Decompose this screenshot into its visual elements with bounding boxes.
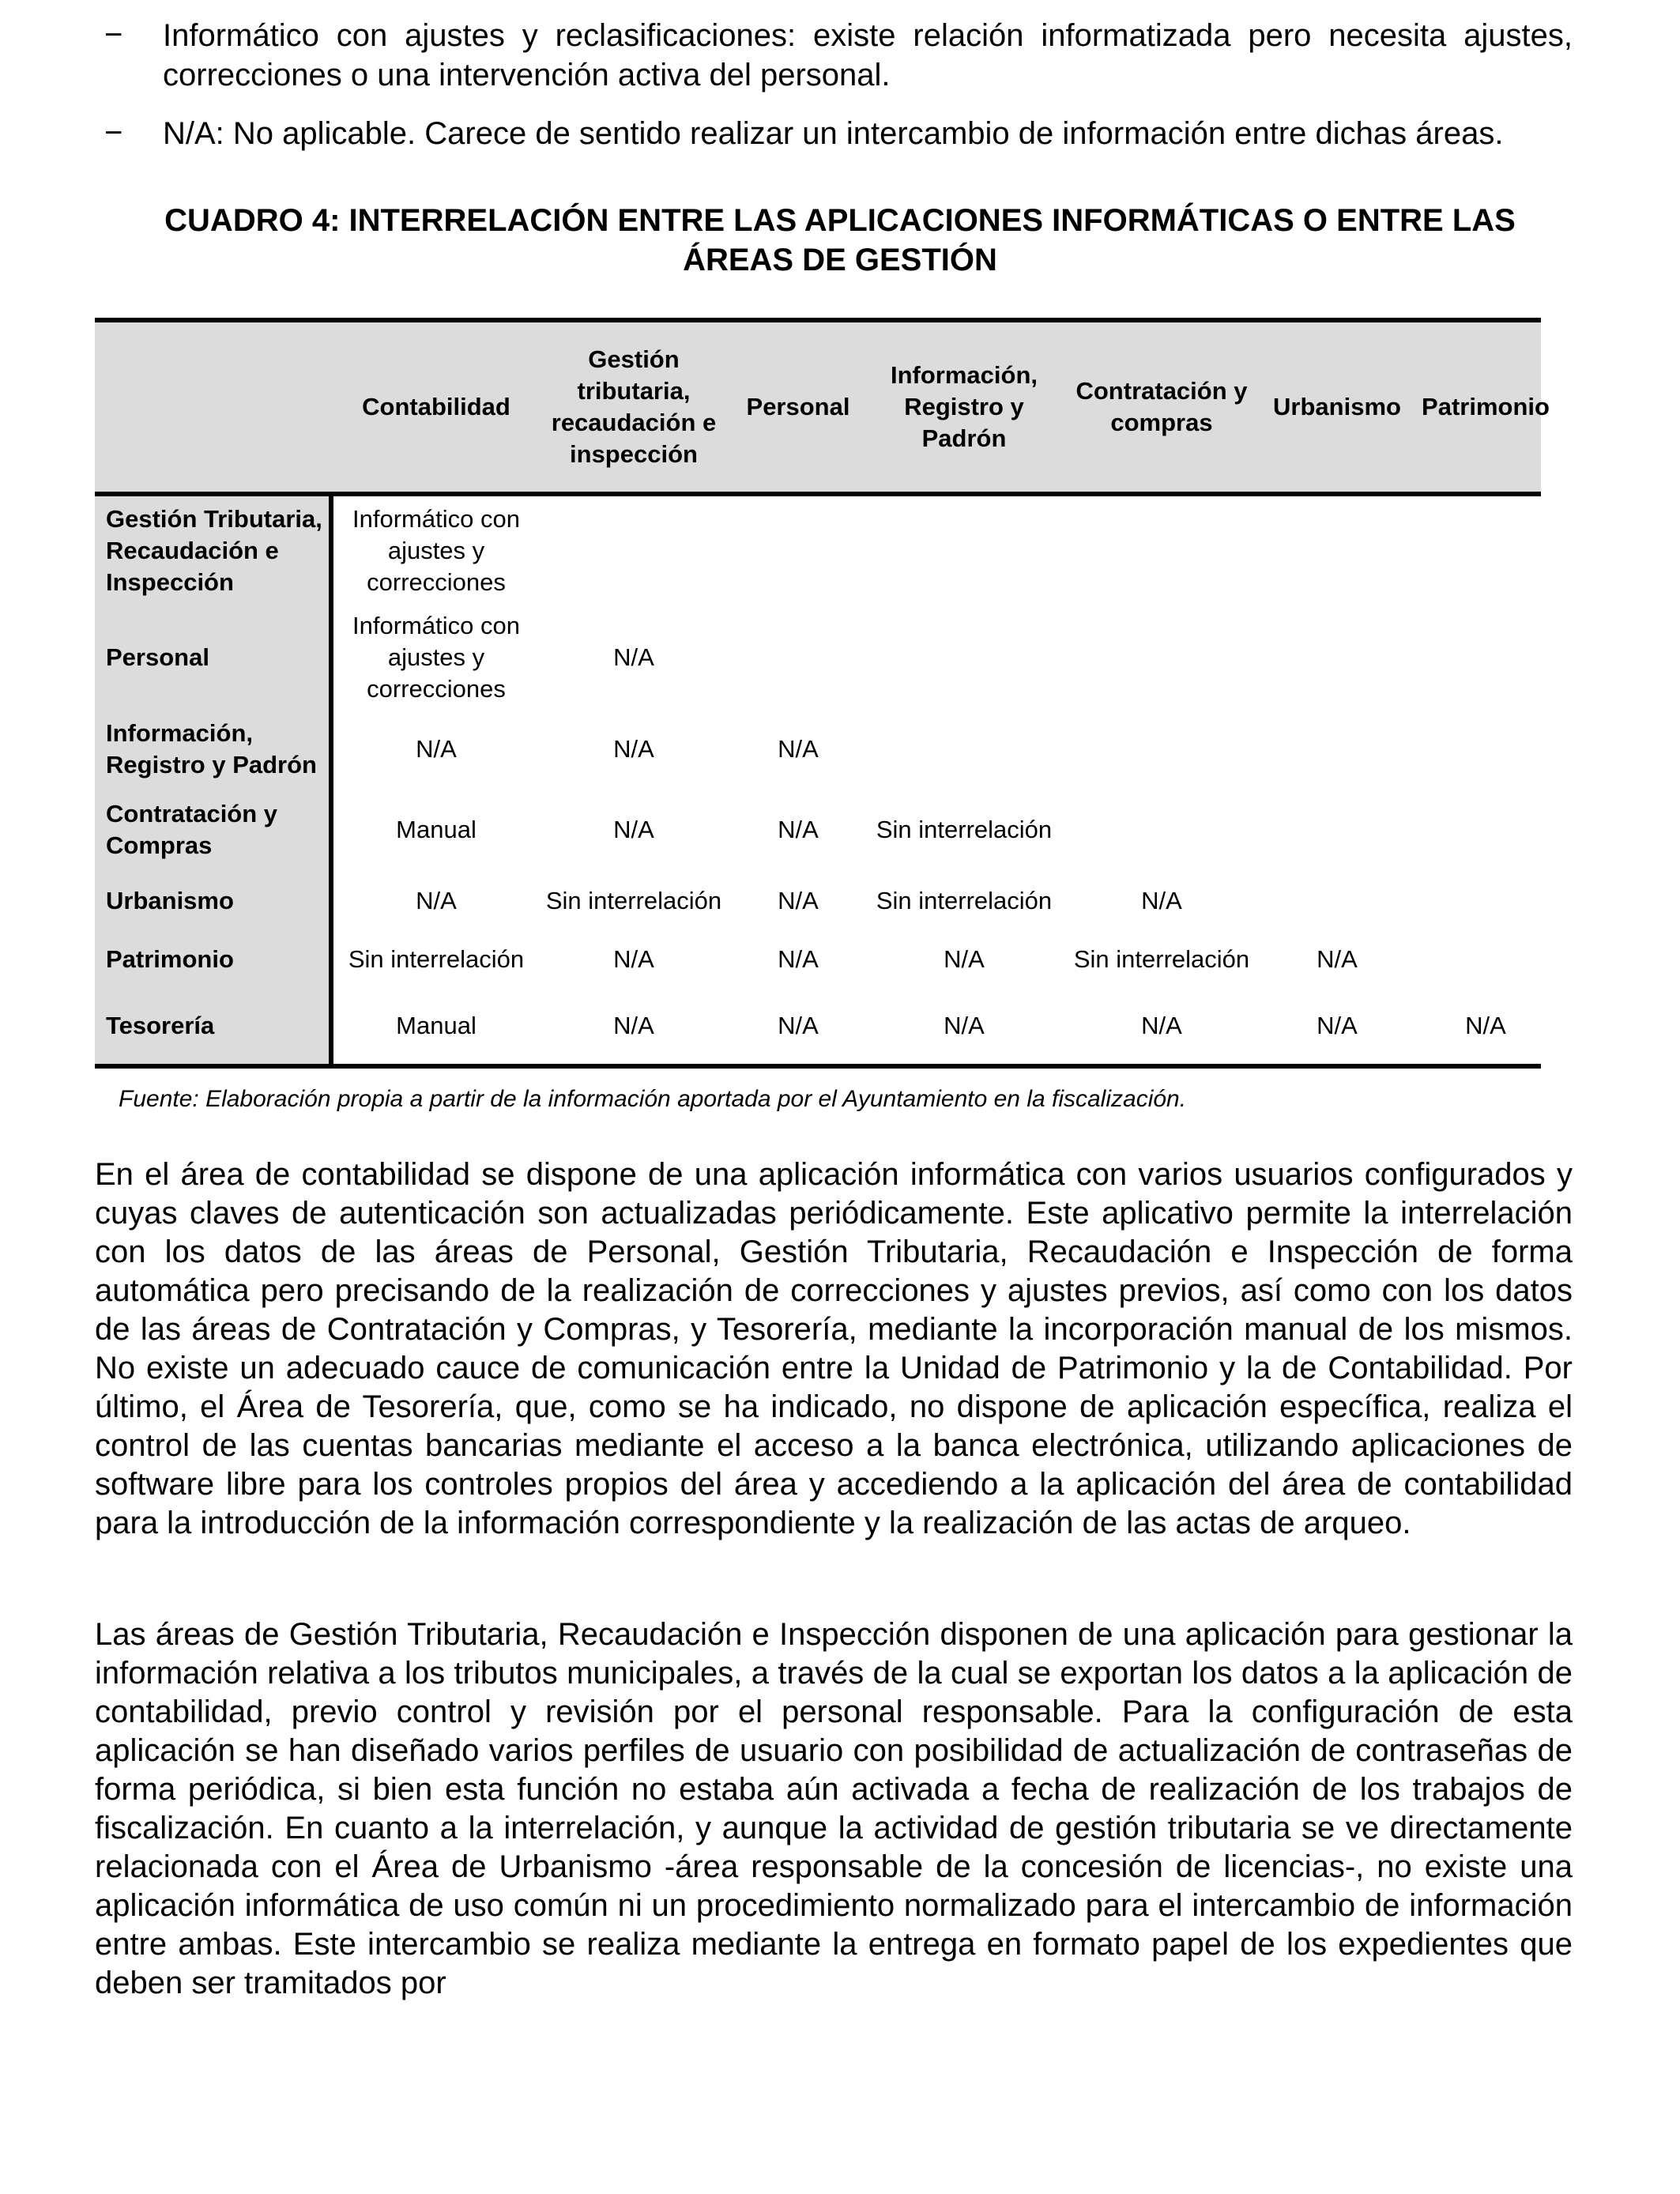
interrelation-table [95, 318, 1550, 1069]
column-header-line: tributaria, [577, 377, 691, 405]
table-cell [861, 871, 1067, 931]
table-cell-line: Informático con [352, 612, 520, 639]
row-header [106, 710, 327, 789]
row-header [106, 931, 327, 988]
table-cell-line: ajustes y [387, 643, 485, 671]
table-cell-line: Sin interrelación [1073, 945, 1250, 973]
table-cell [861, 789, 1067, 871]
table-cell-line: N/A [416, 887, 457, 914]
table-cell-line: N/A [1317, 1012, 1358, 1039]
table-cell-line: N/A [416, 735, 457, 763]
table-cell-line: N/A [944, 945, 985, 973]
table-cell-line: N/A [778, 887, 819, 914]
table-cell [861, 931, 1067, 988]
column-header [1270, 322, 1404, 492]
table-cell-line: ajustes y [387, 537, 485, 564]
body-paragraph: Las áreas de Gestión Tributaria, Recaudación e Inspección disponen de una aplicación para gestionar la información relativa a los tributos municipales, a través de la cual se exportan los datos a la aplicación de contabilidad, previo control y revisión por el personal responsable. Para la configuración de esta aplicación se han diseñado varios perfiles de usuario con posibilidad de actualización de contraseñas de forma periódica, si bien esta función no estaba aún activada a fecha de realización de los trabajos de fiscalización. En cuanto a la interrelación, y aunque la actividad de gestión tributaria se ve directamente relacionada con el Área de Urbanismo -área responsable de la concesión de licencias-, no existe una aplicación informática de uso común ni un procedimiento normalizado para el intercambio de información entre ambas. Este intercambio se realiza mediante la entrega en formato papel de los expedientes que deben ser tramitados por [95, 1617, 1573, 2000]
table-cell-line: Sin interrelación [876, 887, 1053, 914]
table-bottom-rule [95, 1064, 1541, 1069]
table-cell-line: N/A [613, 945, 654, 973]
column-header-line: Información, [890, 361, 1038, 389]
table-cell-line: N/A [1141, 887, 1182, 914]
row-header-line: Recaudación e [106, 537, 279, 564]
table-cell-line: Manual [396, 1012, 477, 1039]
table-cell-line: Sin interrelación [545, 887, 722, 914]
column-header-line: Gestión [588, 345, 680, 373]
table-cell [1059, 988, 1264, 1064]
table-cell-line: N/A [778, 735, 819, 763]
table-cell [333, 871, 539, 931]
table-cell-line: correcciones [367, 568, 506, 596]
table-cell [531, 605, 736, 710]
row-header [106, 871, 327, 931]
table-cell-line: Informático con [352, 505, 520, 533]
row-header-line: Información, [106, 719, 254, 747]
column-header-line: Contratación y [1075, 377, 1248, 405]
column-header-line: compras [1110, 409, 1213, 436]
source-note: Fuente: Elaboración propia a partir de la información aportada por el Ayuntamiento en la fiscalización. [119, 1086, 1187, 1112]
table-caption [95, 201, 1585, 280]
row-header-line: Gestión Tributaria, [106, 505, 322, 533]
bullet-dash: − [104, 115, 123, 150]
column-header [1422, 322, 1549, 492]
row-header-line: Contratación y [106, 800, 278, 827]
table-cell [1234, 931, 1440, 988]
column-header-line: Patrimonio [1422, 393, 1550, 420]
table-cell [861, 988, 1067, 1064]
column-header [539, 322, 729, 492]
table-cell-line: N/A [613, 643, 654, 671]
column-header [877, 322, 1051, 492]
table-cell-line: Manual [396, 816, 477, 843]
column-header-line: Personal [746, 393, 850, 420]
column-header-line: Registro y [904, 393, 1024, 420]
row-header [106, 605, 327, 710]
table-cell-line: N/A [778, 816, 819, 843]
row-header-line: Tesorería [106, 1012, 215, 1039]
table-cell [1383, 988, 1588, 1064]
column-header-line: recaudación e [551, 409, 717, 436]
column-header [349, 322, 523, 492]
row-header [106, 496, 327, 605]
table-cell-line: N/A [778, 1012, 819, 1039]
bullet-text: N/A: No aplicable. Carece de sentido realizar un intercambio de información entre dichas áreas. [163, 116, 1504, 151]
body-paragraph: En el área de contabilidad se dispone de una aplicación informática con varios usuarios configurados y cuyas claves de autenticación son actualizadas periódicamente. Este aplicativo permite la interrelación con los datos de las áreas de Personal, Gestión Tributaria, Recaudación e Inspección de forma automática pero precisando de la realización de correcciones y ajustes previos, así como con los datos de las áreas de Contratación y Compras, y Tesorería, mediante la incorporación manual de los mismos. No existe un adecuado cauce de comunicación entre la Unidad de Patrimonio y la de Contabilidad. Por último, el Área de Tesorería, que, como se ha indicado, no dispone de aplicación específica, realiza el control de las cuentas bancarias mediante el acceso a la banca electrónica, utilizando aplicaciones de software libre para los controles propios del área y accediendo a la aplicación del área de contabilidad para la introducción de la información correspondiente y la realización de las actas de arqueo. [95, 1157, 1573, 1540]
row-header-line: Inspección [106, 568, 234, 596]
table-cell [333, 496, 539, 605]
row-header [106, 789, 327, 871]
table-cell-line: Sin interrelación [348, 945, 525, 973]
table-cell [1059, 871, 1264, 931]
row-header-line: Registro y Padrón [106, 751, 317, 778]
table-cell [333, 789, 539, 871]
table-cell-line: N/A [944, 1012, 985, 1039]
table-cell-line: N/A [613, 1012, 654, 1039]
table-cell-line: N/A [1141, 1012, 1182, 1039]
column-header-line: Padrón [921, 424, 1007, 452]
bullet-text: Informático con ajustes y reclasificaciones: existe relación informatizada pero necesita ajustes, correcciones o una intervención activa del personal. [163, 18, 1573, 92]
caption-line: CUADRO 4: INTERRELACIÓN ENTRE LAS APLICACIONES INFORMÁTICAS O ENTRE LAS [164, 203, 1516, 238]
table-cell-line: N/A [613, 735, 654, 763]
table-cell-line: N/A [1465, 1012, 1506, 1039]
bullet-dash: − [104, 17, 123, 52]
table-cell-line: N/A [1317, 945, 1358, 973]
table-cell [333, 710, 539, 789]
table-cell-line: N/A [613, 816, 654, 843]
row-header [106, 988, 327, 1064]
table-cell-line: correcciones [367, 675, 506, 703]
caption-line: ÁREAS DE GESTIÓN [683, 243, 997, 277]
row-header-line: Compras [106, 831, 213, 859]
table-cell [695, 710, 901, 789]
table-cell [333, 605, 539, 710]
row-header-line: Personal [106, 643, 209, 671]
table-cell [333, 931, 539, 988]
table-cell [333, 988, 539, 1064]
column-header [1059, 322, 1264, 492]
column-header-line: Urbanismo [1273, 393, 1401, 420]
row-header-line: Urbanismo [106, 887, 234, 914]
column-header-line: inspección [570, 440, 698, 468]
table-cell [1059, 931, 1264, 988]
table-cell-line: N/A [778, 945, 819, 973]
column-header [739, 322, 857, 492]
row-header-line: Patrimonio [106, 945, 234, 973]
column-header-line: Contabilidad [362, 393, 510, 420]
table-cell-line: Sin interrelación [876, 816, 1053, 843]
